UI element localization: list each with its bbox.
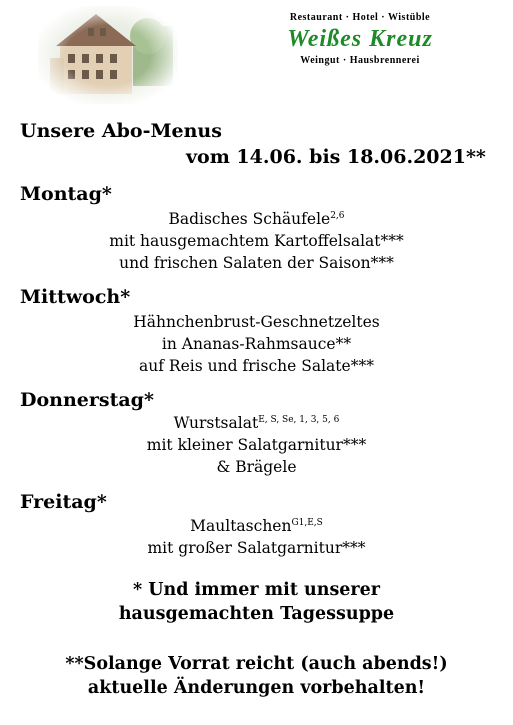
allergen-note: G1,E,S	[291, 517, 323, 528]
day-label-monday: Montag*	[20, 183, 112, 205]
dish-line: mit kleiner Salatgarnitur***	[146, 436, 367, 454]
dish-line: auf Reis und frische Salate***	[139, 357, 374, 375]
day-label-thursday: Donnerstag*	[20, 389, 154, 411]
date-range: vom 14.06. bis 18.06.2021**	[186, 146, 486, 168]
hotel-building-image	[38, 6, 178, 104]
dish-line: in Ananas-Rahmsauce**	[161, 335, 352, 353]
dish-line: Maultaschen$^{G1,E,S}$	[190, 517, 323, 535]
header	[0, 0, 513, 112]
dish-line: mit großer Salatgarnitur***	[147, 539, 366, 557]
allergen-note: E, S, Se, 1, 3, 5, 6	[258, 414, 340, 425]
menu-title: Unsere Abo-Menus	[20, 120, 222, 142]
allergen-note: 2,6	[330, 210, 345, 221]
dish-line: und frischen Salaten der Saison***	[119, 254, 394, 272]
dish-monday	[0, 208, 513, 274]
day-label-friday: Freitag*	[20, 491, 107, 513]
availability-note: **Solange Vorrat reicht (auch abends!) aktuelle Änderungen vorbehalten!	[65, 654, 448, 698]
brand-tagline-top: Restaurant · Hotel · Wistüble	[289, 12, 431, 23]
dish-line: & Brägele	[216, 458, 297, 476]
brand-tagline-bottom: Weingut · Hausbrennerei	[300, 55, 420, 66]
dish-line: Hähnchenbrust-Geschnetzeltes	[133, 313, 380, 331]
day-label-wednesday: Mittwoch*	[20, 286, 131, 308]
dish-line: Badisches Schäufele$^{2,6}$	[168, 210, 345, 228]
dish-thursday	[0, 412, 513, 478]
brand-name: Weißes Kreuz	[287, 26, 433, 52]
dish-wednesday	[0, 311, 513, 377]
brand-logo	[262, 12, 458, 66]
dish-line: Wurstsalat$^{E, S, Se, 1, 3, 5, 6}$	[173, 414, 340, 432]
dish-friday	[0, 515, 513, 559]
daily-soup-note: * Und immer mit unserer hausgemachten Tagessuppe	[118, 580, 395, 624]
dish-line: mit hausgemachtem Kartoffelsalat***	[109, 232, 404, 250]
